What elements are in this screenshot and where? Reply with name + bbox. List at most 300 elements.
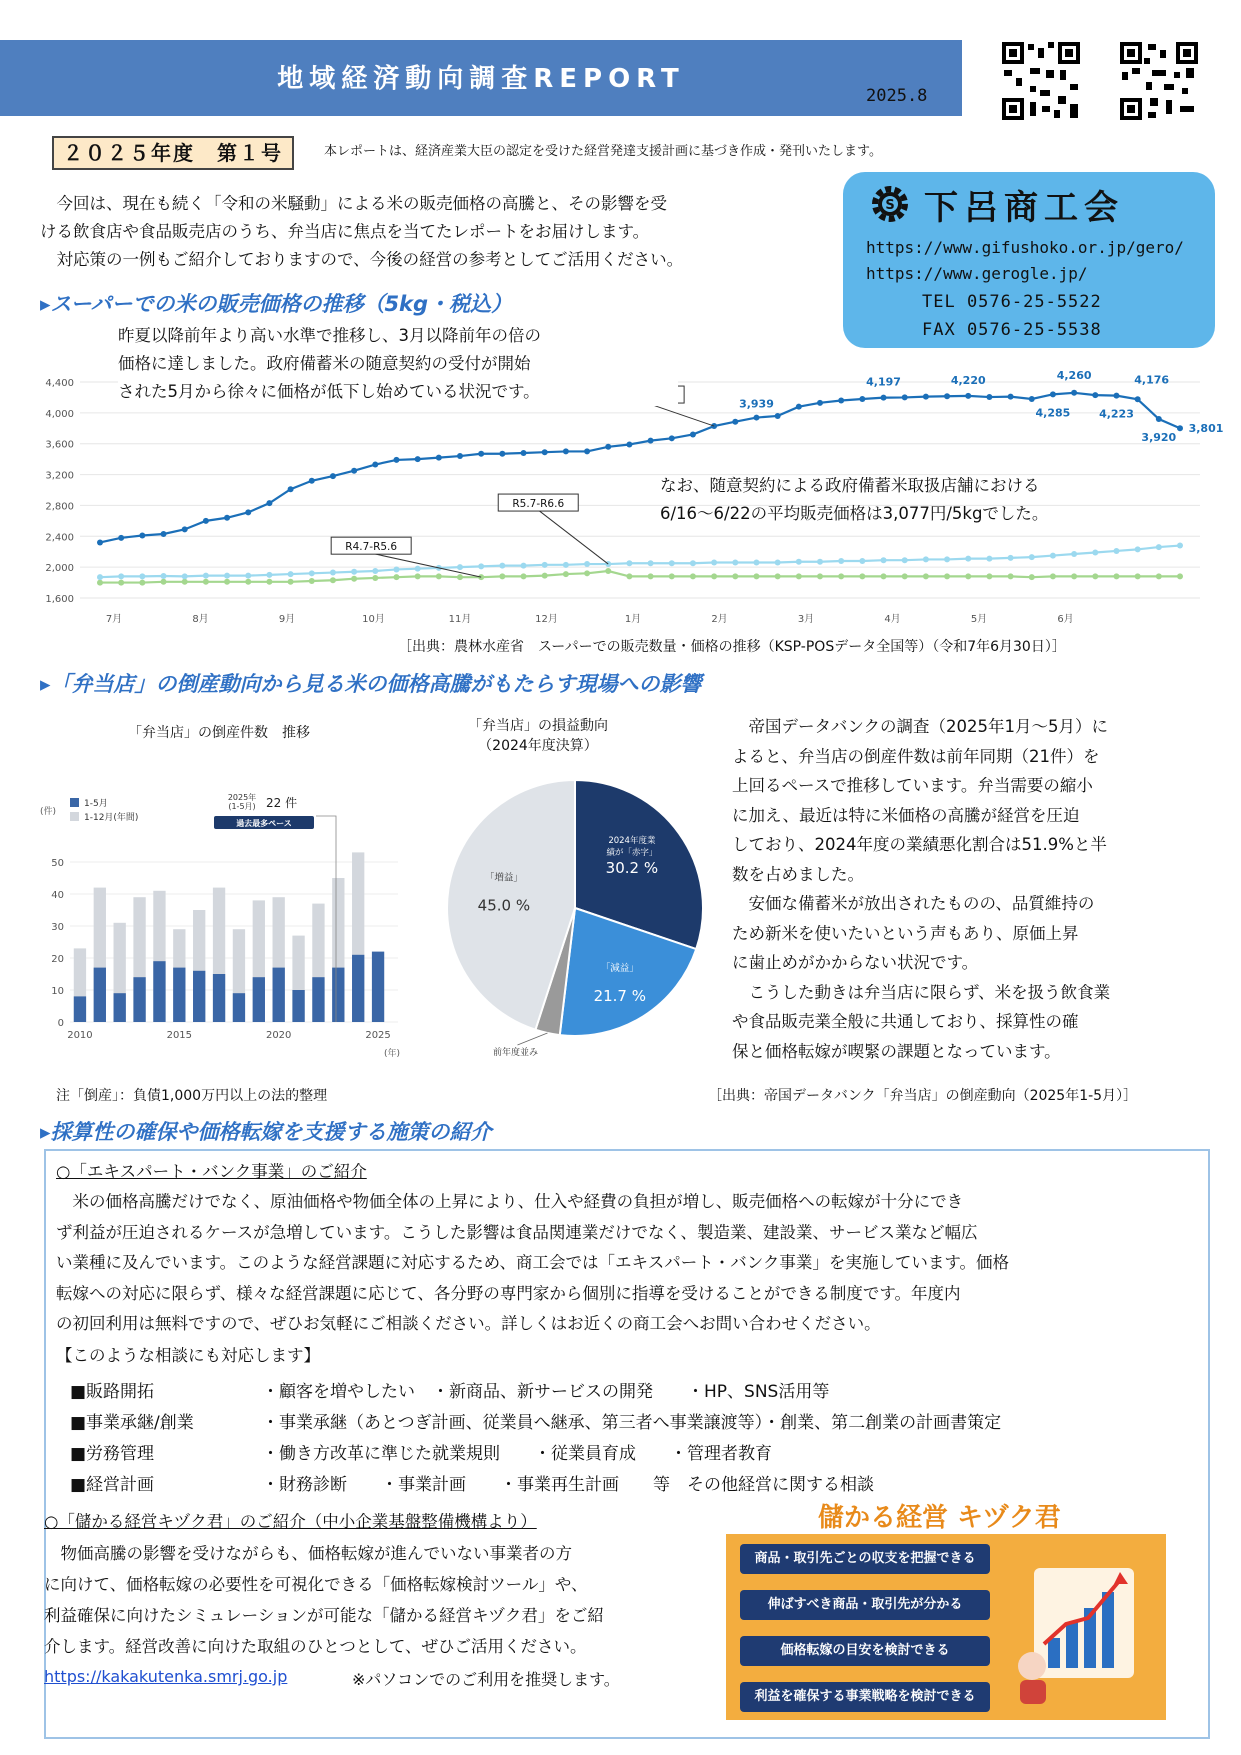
text-line: 転嫁への対応に限らず、様々な経営課題に応じて、各分野の専門家から個別に指導を受けることができる制度です。年度内 — [56, 1283, 961, 1303]
kizuku-banner — [726, 1534, 1166, 1720]
data-point — [965, 393, 971, 399]
annotation-leader — [371, 553, 481, 577]
kizuku-title-text: 儲かる経営 キヅク君 — [818, 1503, 1061, 1533]
section-title: ▸採算性の確保や価格転嫁を支援する施策の紹介 — [40, 1120, 492, 1144]
data-point — [669, 573, 675, 579]
data-point — [626, 441, 632, 447]
source-citation: ［出典：帝国データバンク「弁当店」の倒産動向（2025年1-5月）］ — [708, 1088, 1138, 1104]
data-point — [881, 395, 887, 401]
data-point — [372, 462, 378, 468]
intro-text — [40, 190, 830, 274]
data-point — [1071, 390, 1077, 396]
report-title: 地域経済動向調査REPORT — [277, 64, 685, 94]
feature-badge: 価格転嫁の目安を検討できる — [740, 1636, 990, 1666]
data-point — [711, 423, 717, 429]
data-point — [775, 573, 781, 579]
data-point — [986, 556, 992, 562]
data-point — [902, 573, 908, 579]
series-line — [100, 571, 1180, 583]
consult-category-row — [70, 1470, 874, 1495]
data-point — [923, 394, 929, 400]
consult-category-row — [70, 1377, 829, 1402]
bar-jan-may — [213, 974, 225, 1022]
data-point — [944, 393, 950, 399]
data-point — [224, 573, 230, 579]
qr-code-shokokai[interactable] — [1000, 40, 1082, 122]
bar-jan-may — [352, 955, 364, 1022]
svg-text:S: S — [885, 198, 895, 213]
data-point — [1071, 551, 1077, 557]
data-point — [881, 557, 887, 563]
data-point — [182, 579, 188, 585]
feature-badge: 商品・取引先ごとの収支を把握できる — [740, 1544, 990, 1574]
text-line: 米の価格高騰だけでなく、原油価格や物価全体の上昇により、仕入や経費の負担が増し、販売価格への転嫁が十分にでき — [56, 1192, 964, 1211]
point-value-label: 3,920 — [1141, 431, 1177, 445]
bar-jan-may — [173, 968, 185, 1022]
data-point — [1071, 573, 1077, 579]
annotation-label: R4.7-R5.6 — [345, 541, 398, 554]
data-point — [97, 574, 103, 580]
data-point — [817, 573, 823, 579]
data-point — [1008, 555, 1014, 561]
data-point — [372, 575, 378, 581]
data-point — [986, 394, 992, 400]
point-value-label: 4,197 — [866, 375, 901, 389]
legend-label: 1-12月(年間) — [84, 813, 139, 823]
series-line — [100, 546, 1180, 578]
y-tick-label: 2,800 — [45, 501, 74, 513]
data-point — [161, 579, 167, 585]
data-point — [986, 573, 992, 579]
data-point — [563, 448, 569, 454]
data-point — [1008, 394, 1014, 400]
x-tick-label: 9月 — [278, 614, 296, 625]
bar-jan-may — [133, 977, 145, 1022]
data-point — [944, 573, 950, 579]
bar-jan-may — [233, 993, 245, 1022]
pc-recommend-note: ※パソコンでのご利用を推奨します。 — [352, 1670, 620, 1689]
section-title: ▸スーパーでの米の販売価格の推移（5kg・税込） — [40, 292, 513, 316]
x-tick-label: 2月 — [711, 614, 728, 625]
data-point — [838, 573, 844, 579]
text-line: 数を占めました。 — [732, 864, 864, 884]
kizuku-logo-title — [818, 1497, 1061, 1534]
slice-leader — [517, 1033, 547, 1045]
data-point — [648, 573, 654, 579]
data-point — [499, 573, 505, 579]
data-point — [1050, 391, 1056, 397]
data-point — [542, 449, 548, 455]
text-line: の初回利用は無料ですので、ぜひお気軽にご相談ください。詳しくはお近くの商工会へお問い合わせください。 — [56, 1314, 881, 1333]
point-value-label: 4,285 — [1035, 406, 1071, 420]
data-point — [1029, 574, 1035, 580]
category-name: ■労務管理 — [70, 1444, 155, 1464]
x-tick-label: 1月 — [624, 614, 642, 625]
consultation-heading: 【このような相談にも対応します】 — [56, 1346, 320, 1365]
data-point — [648, 560, 654, 566]
issue-label: ２０２５年度 第１号 — [52, 136, 294, 170]
point-value-label: 4,260 — [1056, 368, 1092, 382]
data-point — [203, 518, 209, 524]
data-point — [902, 394, 908, 400]
y-tick-label: 3,600 — [45, 439, 74, 451]
slice-value: 45.0 % — [477, 896, 531, 915]
data-point — [542, 573, 548, 579]
data-point — [796, 559, 802, 565]
data-point — [266, 500, 272, 506]
data-point — [182, 526, 188, 532]
data-point — [1050, 553, 1056, 559]
y-tick-label: 3,200 — [45, 470, 74, 482]
data-point — [457, 453, 463, 459]
text-line: に加え、最近は特に米価格の高騰が経営を圧迫 — [732, 805, 1080, 825]
data-point — [457, 564, 463, 570]
point-value-label: 3,801 — [1188, 422, 1224, 436]
slice-value: 21.7 % — [593, 987, 646, 1006]
data-point — [732, 560, 738, 566]
data-point — [415, 456, 421, 462]
data-point — [1156, 416, 1162, 422]
text-line: しており、2024年度の業績悪化割合は51.9%と半 — [732, 835, 1107, 854]
data-point — [817, 559, 823, 565]
text-line: や食品販売業全般に共通しており、採算性の確 — [732, 1012, 1079, 1031]
data-point — [1156, 544, 1162, 550]
data-point — [1029, 396, 1035, 402]
data-point — [669, 560, 675, 566]
expert-bank-text — [56, 1187, 1196, 1340]
data-point — [1177, 573, 1183, 579]
text-line: 物価高騰の影響を受けながらも、価格転嫁が進んでいない事業者の方 — [44, 1544, 572, 1563]
data-point — [1177, 425, 1183, 431]
kakakutenka-link[interactable]: https://kakakutenka.smrj.go.jp — [44, 1667, 288, 1686]
data-point — [266, 572, 272, 578]
data-point — [690, 431, 696, 437]
intro-line: ける飲食店や食品販売店のうち、弁当店に焦点を当てたレポートをお届けします。 — [40, 222, 650, 241]
data-point — [775, 413, 781, 419]
report-date: 2025.8 — [866, 86, 928, 106]
data-point — [1156, 573, 1162, 579]
legend-swatch — [70, 798, 79, 807]
fax-number: FAX 0576-25-5538 — [922, 320, 1102, 340]
bankruptcy-definition-note: 注「倒産」：負債1,000万円以上の法的整理 — [56, 1088, 328, 1104]
category-description: ・働き方改革に準じた就業規則 ・従業員育成 ・管理者教育 — [262, 1444, 772, 1464]
data-point — [415, 566, 421, 572]
data-point — [1135, 396, 1141, 402]
x-tick-label: 8月 — [192, 614, 209, 625]
x-tick-label: 11月 — [448, 614, 472, 625]
feature-badge: 伸ばすべき商品・取引先が分かる — [740, 1590, 990, 1620]
bar-jan-may — [332, 968, 344, 1022]
text-line: よると、弁当店の倒産件数は前年同期（21件）を — [732, 746, 1100, 766]
data-point — [139, 533, 145, 539]
pie-chart-title — [468, 716, 608, 756]
data-point — [372, 568, 378, 574]
data-point — [1113, 548, 1119, 554]
legend-swatch — [70, 812, 79, 821]
data-point — [796, 573, 802, 579]
data-point — [1092, 573, 1098, 579]
x-tick-label: 7月 — [105, 614, 123, 625]
slice-label: 「減益」 — [600, 963, 639, 975]
data-point — [1008, 573, 1014, 579]
data-point — [330, 570, 336, 576]
data-point — [881, 573, 887, 579]
intro-line: 対応策の一例もご紹介しておりますので、今後の経営の参考としてご活用ください。 — [40, 250, 684, 269]
data-point — [775, 560, 781, 566]
section2-text — [732, 712, 1198, 1066]
y-tick-label: 40 — [51, 890, 64, 901]
data-point — [330, 473, 336, 479]
bar-jan-may — [292, 990, 304, 1022]
data-point — [626, 573, 632, 579]
data-point — [203, 573, 209, 579]
growth-chart-illustration-icon — [1004, 1548, 1154, 1708]
section1-note — [660, 472, 1180, 528]
category-description: ・財務診断 ・事業計画 ・事業再生計画 等 その他経営に関する相談 — [262, 1475, 874, 1495]
data-point — [838, 558, 844, 564]
annotation-leader — [538, 510, 608, 564]
data-point — [711, 560, 717, 566]
data-point — [161, 573, 167, 579]
y-tick-label: 1,600 — [45, 594, 74, 605]
data-point — [965, 556, 971, 562]
point-value-label: 4,220 — [950, 373, 986, 387]
data-point — [118, 535, 124, 541]
y-tick-label: 30 — [51, 922, 64, 933]
data-point — [1092, 549, 1098, 555]
bar-jan-may — [312, 977, 324, 1022]
data-point — [669, 435, 675, 441]
category-name: ■販路開拓 — [70, 1382, 155, 1402]
data-point — [436, 455, 442, 461]
data-point — [393, 566, 399, 572]
bar-jan-may — [153, 961, 165, 1022]
text-line: に歯止めがかからない状況です。 — [732, 953, 979, 972]
category-name: ■経営計画 — [70, 1475, 155, 1495]
data-point — [139, 580, 145, 586]
data-point — [436, 573, 442, 579]
data-point — [690, 560, 696, 566]
data-point — [97, 539, 103, 545]
expert-bank-heading: ○「エキスパート・バンク事業」のご紹介 — [56, 1162, 367, 1181]
x-tick-label: 5月 — [970, 614, 988, 625]
y-axis-unit: (件) — [40, 807, 57, 817]
text-line: こうした動きは弁当店に限らず、米を扱う飲食業 — [732, 982, 1111, 1002]
point-value-label: 4,176 — [1134, 373, 1170, 387]
data-point — [1050, 573, 1056, 579]
data-point — [499, 451, 505, 457]
slice-label: 2024年度業 — [608, 836, 656, 847]
profit-loss-pie-chart — [440, 760, 720, 1080]
data-point — [1113, 393, 1119, 399]
text-line: された5月から徐々に価格が低下し始めている状況です。 — [118, 382, 540, 401]
intro-line: 今回は、現在も続く「令和の米騒動」による米の販売価格の高騰と、その影響を受 — [40, 194, 667, 213]
source-citation: ［出典：農林水産省 スーパーでの販売数量・価格の推移（KSP-POSデータ全国等）（令和7年6月30日）］ — [398, 639, 1066, 655]
data-point — [732, 573, 738, 579]
data-point — [499, 563, 505, 569]
data-point — [753, 573, 759, 579]
data-point — [902, 557, 908, 563]
data-point — [415, 573, 421, 579]
bar-jan-may — [114, 993, 126, 1022]
data-point — [478, 451, 484, 457]
data-point — [266, 579, 272, 585]
legend-label: 1-5月 — [84, 799, 108, 809]
data-point — [288, 486, 294, 492]
data-point — [1135, 546, 1141, 552]
data-point — [351, 576, 357, 582]
data-point — [542, 562, 548, 568]
callout-count: 22 件 — [266, 796, 298, 810]
bar-chart-title: 「弁当店」の倒産件数 推移 — [128, 725, 310, 741]
category-description: ・顧客を増やしたい ・新商品、新サービスの開発 ・HP、SNS活用等 — [262, 1382, 830, 1402]
data-point — [584, 561, 590, 567]
data-point — [1029, 554, 1035, 560]
y-tick-label: 4,000 — [45, 408, 74, 420]
data-point — [97, 580, 103, 586]
bar-jan-may — [193, 971, 205, 1022]
issue-note: 本レポートは、経済産業大臣の認定を受けた経営発達支援計画に基づき作成・発刊いたします。 — [324, 144, 882, 159]
data-point — [139, 573, 145, 579]
bar-jan-may — [253, 977, 265, 1022]
data-point — [1113, 573, 1119, 579]
x-tick-label: 2020 — [265, 1030, 292, 1041]
section1-text — [118, 322, 678, 406]
section-title: ▸「弁当店」の倒産動向から見る米の価格高騰がもたらす現場への影響 — [40, 672, 702, 696]
kizuku-heading: ○「儲かる経営キヅク君」のご紹介（中小企業基盤整備機構より） — [44, 1512, 537, 1531]
text-line: 上回るペースで推移しています。弁当需要の縮小 — [732, 776, 1093, 795]
slice-label: 績が「赤字」 — [606, 848, 658, 859]
text-line: 利益確保に向けたシミュレーションが可能な「儲かる経営キヅク君」をご紹 — [44, 1606, 604, 1625]
y-tick-label: 10 — [51, 986, 64, 997]
data-point — [838, 398, 844, 404]
y-tick-label: 2,000 — [45, 563, 74, 575]
text-line: ず利益が圧迫されるケースが急増しています。こうした影響は食品関連業だけでなく、製造業、建設業、サービス業など幅広 — [56, 1222, 978, 1242]
y-tick-label: 0 — [57, 1018, 64, 1029]
y-tick-label: 4,400 — [45, 378, 74, 389]
data-point — [245, 509, 251, 515]
bar-jan-may — [372, 952, 384, 1022]
data-point — [563, 571, 569, 577]
text-line: 帝国データバンクの調査（2025年1月〜5月）に — [732, 717, 1108, 736]
bar-jan-may — [273, 968, 285, 1022]
data-point — [859, 573, 865, 579]
data-point — [923, 556, 929, 562]
x-axis-unit: (年) — [384, 1049, 401, 1059]
text-line: 価格に達しました。政府備蓄米の随意契約の受付が開始 — [118, 354, 531, 373]
category-name: ■事業承継/創業 — [70, 1413, 194, 1433]
data-point — [563, 562, 569, 568]
data-point — [626, 560, 632, 566]
text-line: 安価な備蓄米が放出されたものの、品質維持の — [732, 894, 1095, 913]
data-point — [690, 573, 696, 579]
data-point — [224, 515, 230, 521]
data-point — [711, 573, 717, 579]
website-link[interactable]: https://www.gifushoko.or.jp/gero/ — [866, 238, 1184, 257]
callout-badge-text: 過去最多ペース — [236, 819, 292, 828]
data-point — [648, 438, 654, 444]
website-link[interactable]: https://www.gerogle.jp/ — [866, 264, 1088, 283]
data-point — [224, 579, 230, 585]
text-line: 昨夏以降前年より高い水準で推移し、3月以降前年の倍の — [118, 326, 541, 345]
bar-jan-may — [74, 996, 86, 1022]
x-tick-label: 2025 — [365, 1030, 391, 1041]
data-point — [309, 578, 315, 584]
consult-category-row — [70, 1408, 1001, 1433]
data-point — [605, 568, 611, 574]
data-point — [309, 478, 315, 484]
data-point — [859, 396, 865, 402]
data-point — [457, 574, 463, 580]
x-tick-label: 6月 — [1057, 614, 1074, 625]
data-point — [796, 404, 802, 410]
slice-value: 30.2 % — [605, 859, 659, 878]
gear-logo-icon — [868, 182, 912, 226]
data-point — [521, 563, 527, 569]
x-tick-label: 3月 — [797, 614, 815, 625]
data-point — [182, 573, 188, 579]
data-point — [393, 574, 399, 580]
text-line: に向けて、価格転嫁の必要性を可視化できる「価格転嫁検討ツール」や、 — [44, 1575, 588, 1594]
data-point — [521, 573, 527, 579]
annotation-label: R5.7-R6.6 — [512, 498, 565, 511]
data-point — [309, 570, 315, 576]
text-line: 6/16〜6/22の平均販売価格は3,077円/5kgでした。 — [660, 504, 1049, 523]
data-point — [859, 558, 865, 564]
data-point — [1135, 573, 1141, 579]
category-description: ・事業承継（あとつぎ計画、従業員へ継承、第三者へ事業譲渡等）・創業、第二創業の計画書策定 — [262, 1413, 1002, 1433]
data-point — [118, 580, 124, 586]
data-point — [288, 571, 294, 577]
x-tick-label: 10月 — [362, 614, 385, 625]
kizuku-text — [44, 1538, 724, 1662]
data-point — [1177, 543, 1183, 549]
callout-period: 2025年 — [227, 793, 257, 802]
data-point — [923, 573, 929, 579]
data-point — [605, 444, 611, 450]
data-point — [351, 468, 357, 474]
data-point — [118, 573, 124, 579]
organization-name: 下呂商工会 — [924, 187, 1124, 228]
data-point — [584, 448, 590, 454]
data-point — [521, 450, 527, 456]
data-point — [753, 415, 759, 421]
callout-period: (1-5月) — [228, 802, 256, 811]
text-line: 保と価格転嫁が喫緊の課題となっています。 — [732, 1041, 1061, 1061]
logo — [868, 182, 1124, 226]
text-line: 「弁当店」の損益動向 — [468, 718, 608, 734]
y-tick-label: 20 — [51, 954, 64, 965]
data-point — [1092, 392, 1098, 398]
point-value-label: 4,223 — [1099, 407, 1134, 421]
data-point — [245, 573, 251, 579]
data-point — [351, 569, 357, 575]
data-point — [393, 457, 399, 463]
slice-label: 「増益」 — [484, 872, 523, 884]
phone-number: TEL 0576-25-5522 — [922, 292, 1102, 312]
text-line: ため新米を使いたいという声もあり、原価上昇 — [732, 923, 1079, 943]
data-point — [478, 563, 484, 569]
x-tick-label: 2010 — [67, 1030, 93, 1041]
text-line: なお、随意契約による政府備蓄米取扱店舗における — [660, 476, 1040, 495]
feature-badge: 利益を確保する事業戦略を検討できる — [740, 1682, 990, 1712]
data-point — [288, 579, 294, 585]
data-point — [817, 400, 823, 406]
x-tick-label: 2015 — [166, 1030, 193, 1041]
data-point — [753, 560, 759, 566]
point-value-label: 3,939 — [739, 397, 774, 411]
qr-code-gerogle[interactable] — [1118, 40, 1200, 122]
